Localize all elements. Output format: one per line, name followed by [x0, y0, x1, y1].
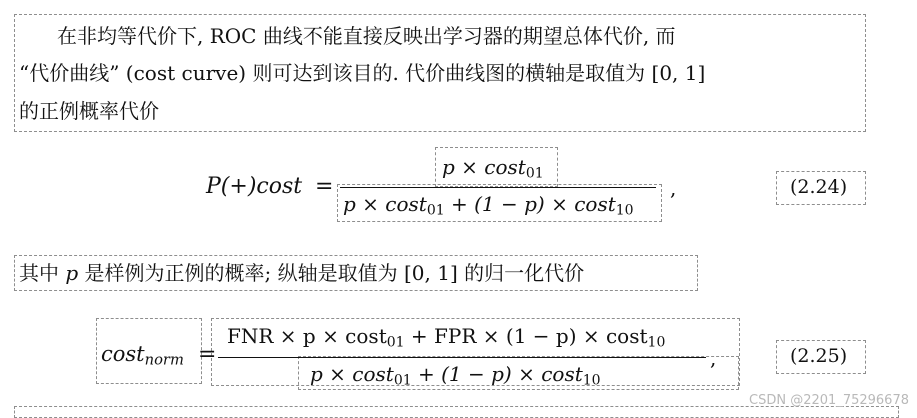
eq2-number: (2.25) [790, 345, 848, 367]
paragraph-line-1: 在非均等代价下, ROC 曲线不能直接反映出学习器的期望总体代价, 而 [57, 24, 676, 48]
eq2-lhs-sub: norm [144, 351, 184, 369]
eq2-denominator-a: p × cost [310, 362, 394, 386]
middle-var-p: p [65, 261, 79, 285]
eq2-numerator-b: + FPR × (1 − p) × cost [404, 324, 648, 348]
paragraph-line-2: “代价曲线” (cost curve) 则可达到该目的. 代价曲线图的横轴是取值为 [0, 1] [19, 61, 706, 85]
eq1-number: (2.24) [790, 176, 848, 198]
eq1-denominator-b-sub: 10 [615, 202, 634, 219]
eq1-denominator-b: + (1 − p) × cost [444, 192, 616, 216]
eq2-denominator [310, 362, 601, 389]
eq1-trailing-comma: , [670, 176, 677, 200]
eq2-lhs-main: cost [101, 342, 145, 366]
eq2-denominator-b-sub: 10 [582, 372, 601, 389]
eq2-denominator-b: + (1 − p) × cost [411, 362, 583, 386]
paragraph-line-3: 的正例概率代价 [19, 99, 159, 123]
eq1-numerator-sub: 01 [525, 165, 544, 182]
eq1-denominator-a: p × cost [343, 192, 427, 216]
eq2-numerator-b-sub: 10 [647, 334, 666, 351]
middle-text-b: 是样例为正例的概率; 纵轴是取值为 [0, 1] 的归一化代价 [78, 261, 585, 285]
eq2-numerator-a: FNR × p × cost [227, 324, 387, 348]
eq1-lhs: P(+)cost [206, 174, 303, 199]
eq2-trailing-comma: , [710, 346, 717, 370]
eq1-equals: = [315, 174, 334, 199]
eq1-fraction-bar [340, 187, 656, 188]
eq1-denominator [343, 192, 634, 219]
eq2-numerator-a-sub: 01 [386, 334, 405, 351]
eq1-numerator [442, 155, 544, 182]
eq2-equals: = [198, 342, 217, 367]
middle-text-a: 其中 [19, 261, 66, 285]
eq2-denominator-a-sub: 01 [393, 372, 412, 389]
middle-text [19, 263, 584, 283]
watermark: CSDN @2201_75296678 [749, 393, 909, 408]
eq1-denominator-a-sub: 01 [426, 202, 445, 219]
eq2-lhs [101, 342, 184, 369]
eq2-fraction-bar [218, 357, 706, 358]
eq2-numerator [227, 324, 665, 351]
eq1-numerator-main: p × cost [442, 155, 526, 179]
